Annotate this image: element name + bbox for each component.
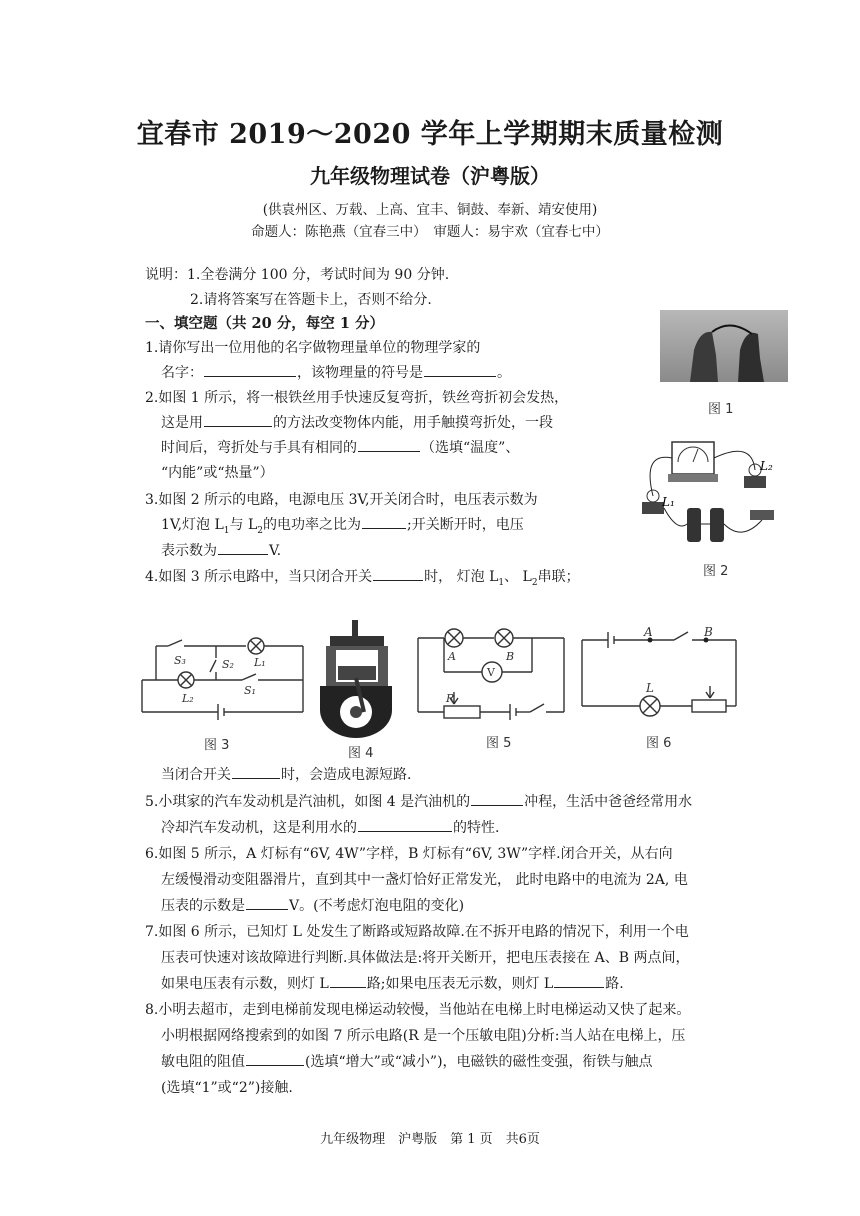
q3-text-a: 1V,灯泡 L bbox=[161, 517, 224, 533]
answer-blank[interactable] bbox=[218, 540, 268, 555]
label-voltmeter: V bbox=[487, 666, 495, 679]
fig4-engine-image bbox=[316, 620, 396, 740]
q8-line4: (选填“1”或“2”)接触. bbox=[161, 1080, 293, 1096]
q2-line3 bbox=[161, 437, 519, 457]
q2-line4: “内能”或“热量”） bbox=[161, 465, 274, 481]
fig2-caption: 图 2 bbox=[703, 564, 729, 579]
q8-line2: 小明根据网络搜索到的如图 7 所示电路(R 是一个压敏电阻)分析:当人站在电梯上，压 bbox=[161, 1028, 686, 1044]
fig1-caption: 图 1 bbox=[708, 402, 734, 417]
q3-text-e: 表示数为 bbox=[161, 543, 217, 559]
fig5-caption: 图 5 bbox=[486, 736, 512, 751]
label-a: A bbox=[644, 626, 653, 639]
q4-text-a: 4.如图 3 所示电路中，当只闭合开关 bbox=[145, 569, 373, 585]
q6-text-a: 压表的示数是 bbox=[161, 898, 245, 914]
q5-text-c: 冷却汽车发动机，这是利用水的 bbox=[161, 820, 357, 836]
q4-text-e: 当闭合开关 bbox=[161, 767, 231, 783]
fig2-diagram bbox=[632, 432, 782, 552]
answer-blank[interactable] bbox=[362, 514, 406, 529]
q1-line2 bbox=[161, 362, 511, 382]
q1-text-b: ，该物理量的符号是 bbox=[297, 365, 423, 381]
q1-line1: 1.请你写出一位用他的名字做物理量单位的物理学家的 bbox=[145, 340, 481, 356]
label-s2: S₂ bbox=[222, 658, 234, 671]
answer-blank[interactable] bbox=[471, 791, 523, 806]
label-b: B bbox=[704, 626, 713, 639]
q5-text-d: 的特性. bbox=[453, 820, 500, 836]
q4-line2 bbox=[161, 764, 411, 784]
q4-line1 bbox=[145, 566, 580, 588]
fig2-label-l1: L₁ bbox=[662, 495, 675, 509]
q3-text-c: 的电功率之比为 bbox=[263, 517, 361, 533]
answer-blank[interactable] bbox=[330, 973, 366, 988]
fig3-circuit bbox=[138, 632, 308, 732]
subscript: 1 bbox=[498, 577, 505, 588]
page-footer: 九年级物理 沪粤版 第 1 页 共6页 bbox=[320, 1132, 540, 1147]
q1-text-c: 。 bbox=[497, 365, 511, 381]
fig3-caption: 图 3 bbox=[204, 738, 230, 753]
subscript: 2 bbox=[531, 577, 538, 588]
answer-blank[interactable] bbox=[232, 764, 280, 779]
label-l2: L₂ bbox=[182, 692, 194, 705]
q2-text-d: （选填“温度”、 bbox=[421, 440, 520, 456]
notes-label: 说明： bbox=[145, 267, 187, 283]
fig6-circuit bbox=[578, 626, 740, 718]
label-s3: S₃ bbox=[174, 654, 186, 667]
q3-text-f: V. bbox=[269, 543, 282, 559]
label-l: L bbox=[646, 681, 654, 695]
q8-text-b: (选填“增大”或“减小”)，电磁铁的磁性变强，衔铁与触点 bbox=[305, 1054, 653, 1070]
fig1-photo bbox=[660, 310, 788, 382]
answer-blank[interactable] bbox=[204, 412, 272, 427]
q8-text-a: 敏电阻的阻值 bbox=[161, 1054, 245, 1070]
answer-blank[interactable] bbox=[424, 362, 496, 377]
q3-text-d: ;开关断开时，电压 bbox=[407, 517, 524, 533]
hands-bending-wire-image bbox=[660, 310, 788, 382]
label-l1: L₁ bbox=[254, 656, 266, 669]
label-b: B bbox=[506, 650, 515, 663]
q2-text-c: 时间后，弯折处与手具有相同的 bbox=[161, 440, 357, 456]
fig4-caption: 图 4 bbox=[348, 746, 374, 761]
q2-line2 bbox=[161, 412, 553, 432]
fig2-label-l2: L₂ bbox=[760, 459, 773, 473]
answer-blank[interactable] bbox=[246, 895, 288, 910]
subscript: 1 bbox=[223, 525, 230, 536]
q8-line3 bbox=[161, 1051, 653, 1071]
q6-line1: 6.如图 5 所示，A 灯标有“6V, 4W”字样，B 灯标有“6V, 3W”字样.闭合开关，从右向 bbox=[145, 846, 673, 862]
q3-line1: 3.如图 2 所示的电路，电源电压 3V,开关闭合时，电压表示数为 bbox=[145, 492, 538, 508]
answer-blank[interactable] bbox=[204, 362, 296, 377]
answer-blank[interactable] bbox=[246, 1051, 304, 1066]
q6-line3 bbox=[161, 895, 464, 915]
q7-text-c: 路. bbox=[605, 976, 624, 992]
q2-text-b: 的方法改变物体内能，用手触摸弯折处，一段 bbox=[273, 415, 553, 431]
note-2: 2.请将答案写在答题卡上，否则不给分. bbox=[190, 292, 432, 308]
label-r: R bbox=[446, 692, 455, 705]
q7-text-a: 如果电压表有示数，则灯 L bbox=[161, 976, 329, 992]
label-s1: S₁ bbox=[244, 684, 256, 697]
exam-title: 宜春市 2019～2020 学年上学期期末质量检测 bbox=[136, 119, 724, 150]
exam-authors: 命题人：陈艳燕（宜春三中） 审题人：易宇欢（宜春七中） bbox=[251, 224, 609, 240]
q2-text-a: 这是用 bbox=[161, 415, 203, 431]
q2-line1: 2.如图 1 所示，将一根铁丝用手快速反复弯折，铁丝弯折初会发热， bbox=[145, 390, 569, 406]
q4-text-f: 时，会造成电源短路. bbox=[281, 767, 412, 783]
q8-line1: 8.小明去超市，走到电梯前发现电梯运动较慢，当他站在电梯上时电梯运动又快了起来。 bbox=[145, 1002, 691, 1018]
exam-scope: (供袁州区、万载、上高、宜丰、铜鼓、奉新、靖安使用) bbox=[262, 202, 598, 218]
answer-blank[interactable] bbox=[358, 817, 452, 832]
answer-blank[interactable] bbox=[358, 437, 420, 452]
fig5-circuit bbox=[414, 628, 576, 724]
section-heading: 一、填空题（共 20 分，每空 1 分） bbox=[145, 315, 384, 332]
fig6-caption: 图 6 bbox=[646, 736, 672, 751]
q5-line1 bbox=[145, 791, 692, 811]
q5-line2 bbox=[161, 817, 499, 837]
q7-line1: 7.如图 6 所示，已知灯 L 处发生了断路或短路故障.在不拆开电路的情况下，利用一个电 bbox=[145, 924, 689, 940]
q5-text-a: 5.小琪家的汽车发动机是汽油机，如图 4 是汽油机的 bbox=[145, 794, 471, 810]
q3-line3 bbox=[161, 540, 281, 560]
q7-text-b: 路;如果电压表无示数，则灯 L bbox=[366, 976, 554, 992]
q4-text-b: 时， 灯泡 L bbox=[424, 569, 499, 585]
q7-line2: 压表可快速对该故障进行判断.具体做法是:将开关断开，把电压表接在 A、B 两点间， bbox=[161, 950, 690, 966]
exam-subtitle: 九年级物理试卷（沪粤版） bbox=[310, 164, 550, 188]
answer-blank[interactable] bbox=[373, 566, 423, 581]
q6-line2: 左缓慢滑动变阻器滑片，直到其中一盏灯恰好正常发光， 此时电路中的电流为 2A, 电 bbox=[161, 872, 688, 888]
q7-line3 bbox=[161, 973, 624, 993]
q3-text-b: 与 L bbox=[229, 517, 258, 533]
q3-line2 bbox=[161, 514, 524, 536]
note-1 bbox=[145, 264, 449, 284]
q1-text-a: 名字： bbox=[161, 365, 203, 381]
q5-text-b: 冲程，生活中爸爸经常用水 bbox=[524, 794, 693, 810]
note-1-text: 1.全卷满分 100 分，考试时间为 90 分钟. bbox=[187, 267, 450, 283]
q4-text-d: 串联； bbox=[537, 569, 580, 585]
q6-text-b: V。(不考虑灯泡电阻的变化) bbox=[289, 898, 465, 914]
answer-blank[interactable] bbox=[554, 973, 604, 988]
q4-text-c: 、 L bbox=[504, 569, 532, 585]
label-a: A bbox=[448, 650, 456, 663]
subscript: 2 bbox=[257, 525, 263, 536]
